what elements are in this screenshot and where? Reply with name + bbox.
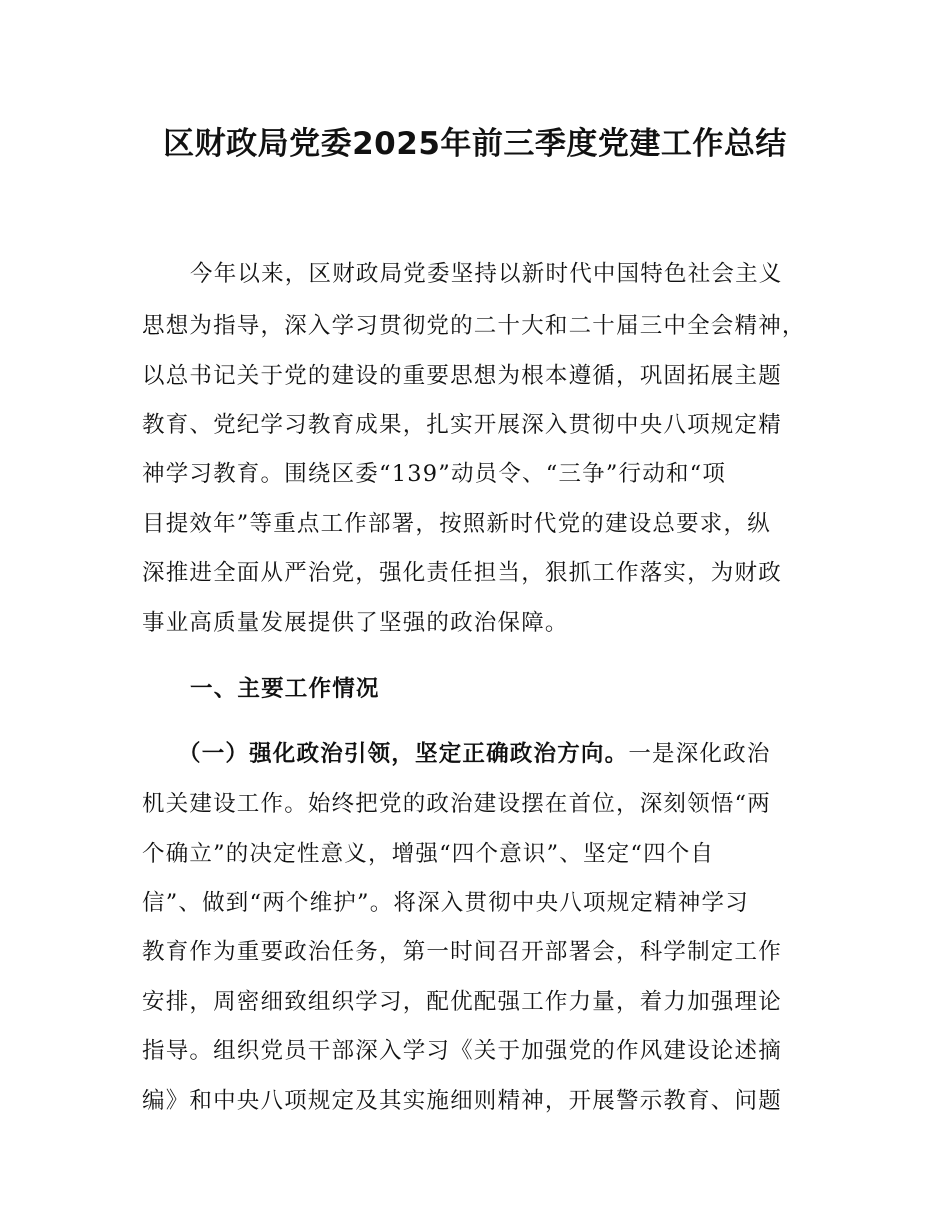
paragraph-line: 深推进全面从严治党，强化责任担当，狠抓工作落实，为财政 — [142, 560, 782, 586]
paragraph-line: 指导。组织党员干部深入学习《关于加强党的作风建设论述摘 — [142, 1038, 782, 1064]
section-heading: 一、主要工作情况 — [190, 676, 380, 702]
document-title: 区财政局党委2025年前三季度党建工作总结 — [163, 126, 787, 162]
paragraph-line: 神学习教育。围绕区委“139”动员令、“三争”行动和“项 — [142, 461, 727, 487]
paragraph-line: 以总书记关于党的建设的重要思想为根本遵循，巩固拓展主题 — [142, 363, 782, 389]
paragraph-line: 编》和中央八项规定及其实施细则精神，开展警示教育、问题 — [142, 1088, 782, 1114]
paragraph-line: 教育、党纪学习教育成果，扎实开展深入贯彻中央八项规定精 — [142, 412, 782, 438]
paragraph-line: 今年以来，区财政局党委坚持以新时代中国特色社会主义 — [190, 261, 783, 287]
subsection-heading: （一）强化政治引领，坚定正确政治方向。 — [178, 741, 629, 767]
paragraph-line: 事业高质量发展提供了坚强的政治保障。 — [142, 610, 569, 636]
paragraph-line: 机关建设工作。始终把党的政治建设摆在首位，深刻领悟“两 — [142, 791, 771, 817]
paragraph-line: 目提效年”等重点工作部署，按照新时代党的建设总要求，纵 — [142, 511, 771, 537]
paragraph-line: 思想为指导，深入学习贯彻党的二十大和二十届三中全会精神， — [142, 313, 806, 339]
paragraph-line: 教育作为重要政治任务，第一时间召开部署会，科学制定工作 — [142, 939, 782, 965]
paragraph-text: 一是深化政治 — [628, 741, 771, 767]
subsection-first-line — [178, 739, 771, 769]
paragraph-line: 信”、做到“两个维护”。将深入贯彻中央八项规定精神学习 — [142, 890, 749, 916]
paragraph-line: 个确立”的决定性意义，增强“四个意识”、坚定“四个自 — [142, 841, 715, 867]
paragraph-line: 安排，周密细致组织学习，配优配强工作力量，着力加强理论 — [142, 989, 782, 1015]
